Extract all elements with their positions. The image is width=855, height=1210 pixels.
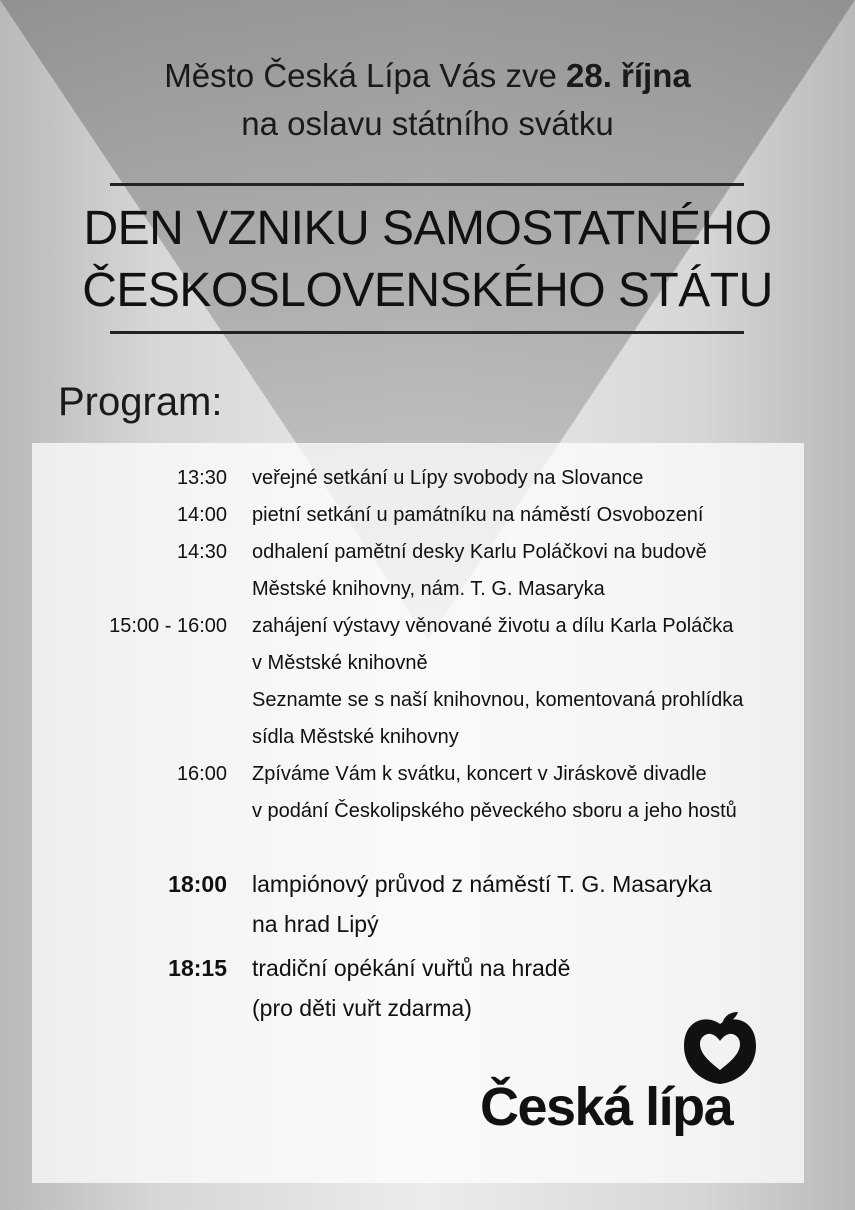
program-desc: zahájení výstavy věnované životu a dílu Karla Poláčka (252, 615, 734, 637)
program-desc: lampiónový průvod z náměstí T. G. Masaryka (252, 871, 712, 897)
program-time: 15:00 - 16:00 (109, 615, 227, 637)
event-title-line-1: DEN VZNIKU SAMOSTATNÉHO (83, 202, 772, 255)
title-rule-bottom (110, 331, 744, 334)
logo-wordmark: Česká lípa (480, 1077, 733, 1137)
invitation-text: Město Česká Lípa Vás zve (164, 57, 557, 94)
program-desc: Městské knihovny, nám. T. G. Masaryka (252, 578, 605, 600)
program-desc: odhalení pamětní desky Karlu Poláčkovi na budově (252, 541, 707, 563)
program-desc: v podání Českolipského pěveckého sboru a jeho hostů (252, 800, 737, 822)
invitation-header (0, 52, 855, 148)
program-desc: sídla Městské knihovny (252, 726, 459, 748)
program-time: 13:30 (176, 467, 227, 489)
invitation-line-1 (0, 52, 855, 100)
heart-apple-icon (680, 1010, 760, 1086)
ceska-lipa-logo (480, 1010, 780, 1150)
program-desc: Seznamte se s naší knihovnou, komentovaná prohlídka (252, 689, 744, 711)
title-rule-top (110, 183, 744, 186)
program-desc: tradiční opékání vuřtů na hradě (252, 955, 571, 981)
invitation-line-2: na oslavu státního svátku (241, 105, 614, 142)
program-time: 18:15 (168, 955, 227, 981)
program-desc: veřejné setkání u Lípy svobody na Slovance (252, 467, 644, 489)
program-desc: pietní setkání u památníku na náměstí Osvobození (252, 504, 704, 526)
event-title-line-2: ČESKOSLOVENSKÉHO STÁTU (82, 264, 773, 317)
program-desc: (pro děti vuřt zdarma) (252, 995, 472, 1021)
event-date: 28. října (565, 57, 691, 94)
program-desc: v Městské knihovně (252, 652, 428, 674)
program-desc: Zpíváme Vám k svátku, koncert v Jiráskově divadle (252, 763, 707, 785)
program-time: 14:30 (176, 541, 227, 563)
program-heading: Program: (58, 380, 223, 424)
program-time: 18:00 (168, 871, 227, 897)
event-title (0, 198, 855, 322)
program-time: 16:00 (176, 763, 227, 785)
program-time: 14:00 (176, 504, 227, 526)
program-desc: na hrad Lipý (252, 911, 379, 937)
